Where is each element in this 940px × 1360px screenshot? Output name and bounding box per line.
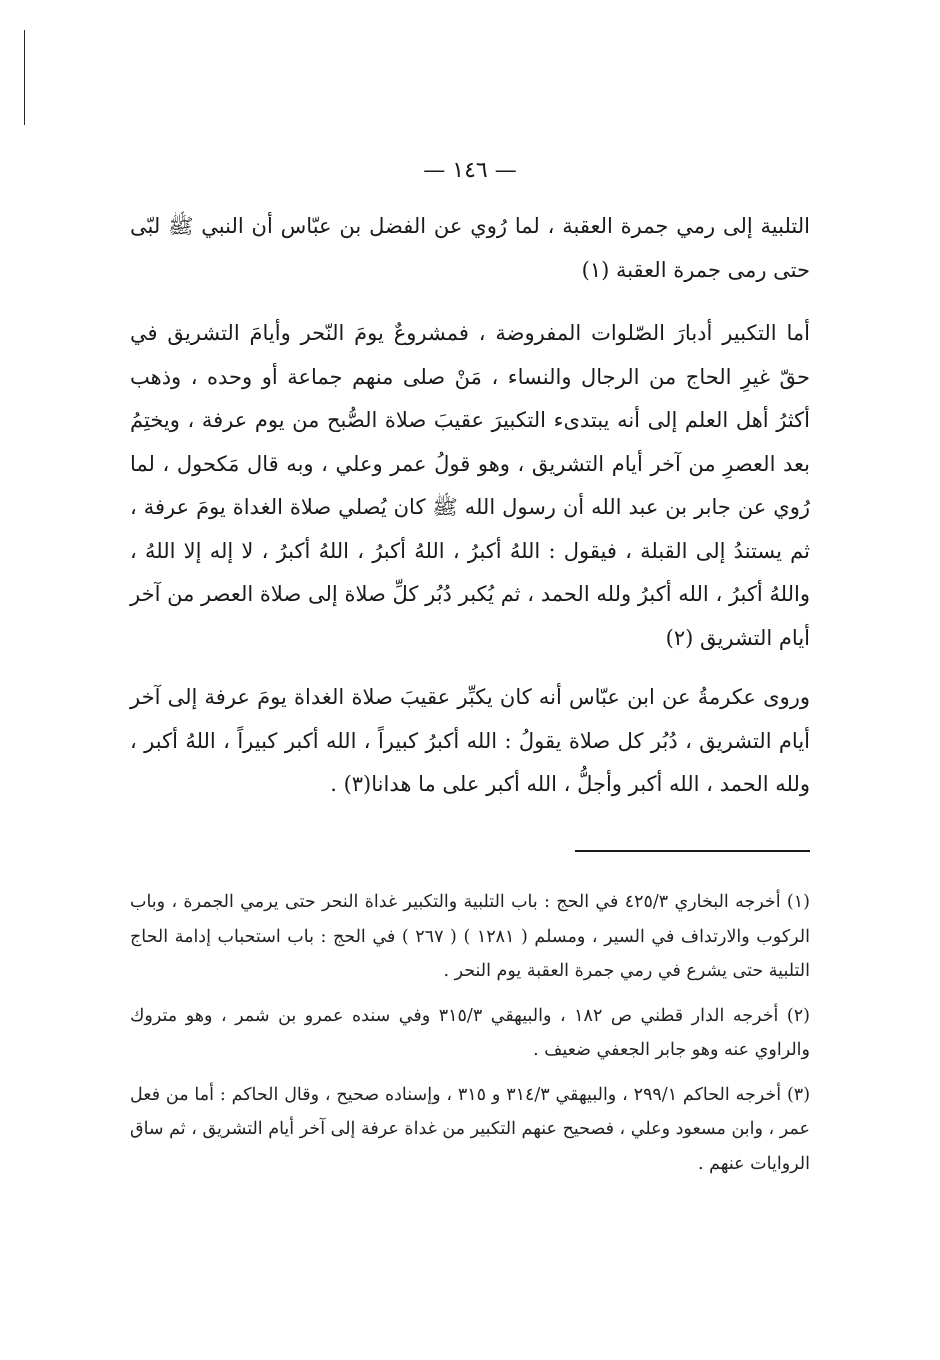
page-number: — ١٤٦ — xyxy=(423,158,517,183)
footnote-1: (١) أخرجه البخاري ٤٢٥/٣ في الحج : باب التلبية والتكبير غداة النحر حتى يرمي الجمرة ، وباب الركوب والارتداف في السير ، ومسلم ( ١٢٨١ ) ( ٢٦٧ ) في الحج : باب استحباب إدامة الحاج التلبية حتى يشرع في رمي جمرة العقبة يوم النحر . xyxy=(130,892,810,981)
footnote-2: (٢) أخرجه الدار قطني ص ١٨٢ ، والبيهقي ٣١٥/٣ وفي سنده عمرو بن شمر ، وهو متروك والراوي عنه وهو جابر الجعفي ضعيف . xyxy=(130,1005,810,1060)
body-text xyxy=(130,205,810,807)
paragraph-1: التلبية إلى رمي جمرة العقبة ، لما رُوي عن الفضل بن عبّاس أن النبي ﷺ لبّى حتى رمى جمرة العقبة (١) xyxy=(130,214,810,282)
scan-edge-line xyxy=(24,30,25,125)
paragraph-2: أما التكبير أدبارَ الصّلوات المفروضة ، فمشروعٌ يومَ النّحر وأيامَ التشريق في حقّ غيرِ الحاج من الرجال والنساء ، مَنْ صلى منهم جماعة أو وحده ، وذهب أكثرُ أهل العلم إلى أنه يبتدىء التكبيرَ عقيبَ صلاة الصُّبح من يوم عرفة ، ويختِمُ بعد العصرِ من آخر أيام التشريق ، وهو قولُ عمر وعلي ، وبه قال مَكحول ، لما رُوي عن جابر بن عبد الله أن رسول الله ﷺ كان يُصلي صلاة الغداة يومَ عرفة ، ثم يستندُ إلى القبلة ، فيقول : اللهُ أكبرُ ، اللهُ أكبرُ ، اللهُ أكبرُ ، لا إله إلا اللهُ ، واللهُ أكبرُ ، الله أكبرُ ولله الحمد ، ثم يُكبر دُبُر كلِّ صلاة إلى صلاة العصر من آخر أيام التشريق (٢) xyxy=(130,321,810,650)
footnote-separator xyxy=(575,850,810,852)
paragraph-3: وروى عكرمةُ عن ابن عبّاس أنه كان يكبِّر عقيبَ صلاة الغداة يومَ عرفة إلى آخر أيام التشريق ، دُبُر كل صلاة يقولُ : الله أكبرُ كبيراً ، الله أكبر كبيراً ، اللهُ أكبر ، ولله الحمد ، الله أكبر وأجلُّ ، الله أكبر على ما هدانا(٣) . xyxy=(130,685,811,796)
footnotes xyxy=(130,885,810,1191)
footnote-3: (٣) أخرجه الحاكم ٢٩٩/١ ، والبيهقي ٣١٤/٣ و ٣١٥ ، وإسناده صحيح ، وقال الحاكم : أما من فعل عمر ، وابن مسعود وعلي ، فصحيح عنهم التكبير من غداة عرفة إلى آخر أيام التشريق ، ثم ساق الروايات عنهم . xyxy=(130,1084,811,1174)
